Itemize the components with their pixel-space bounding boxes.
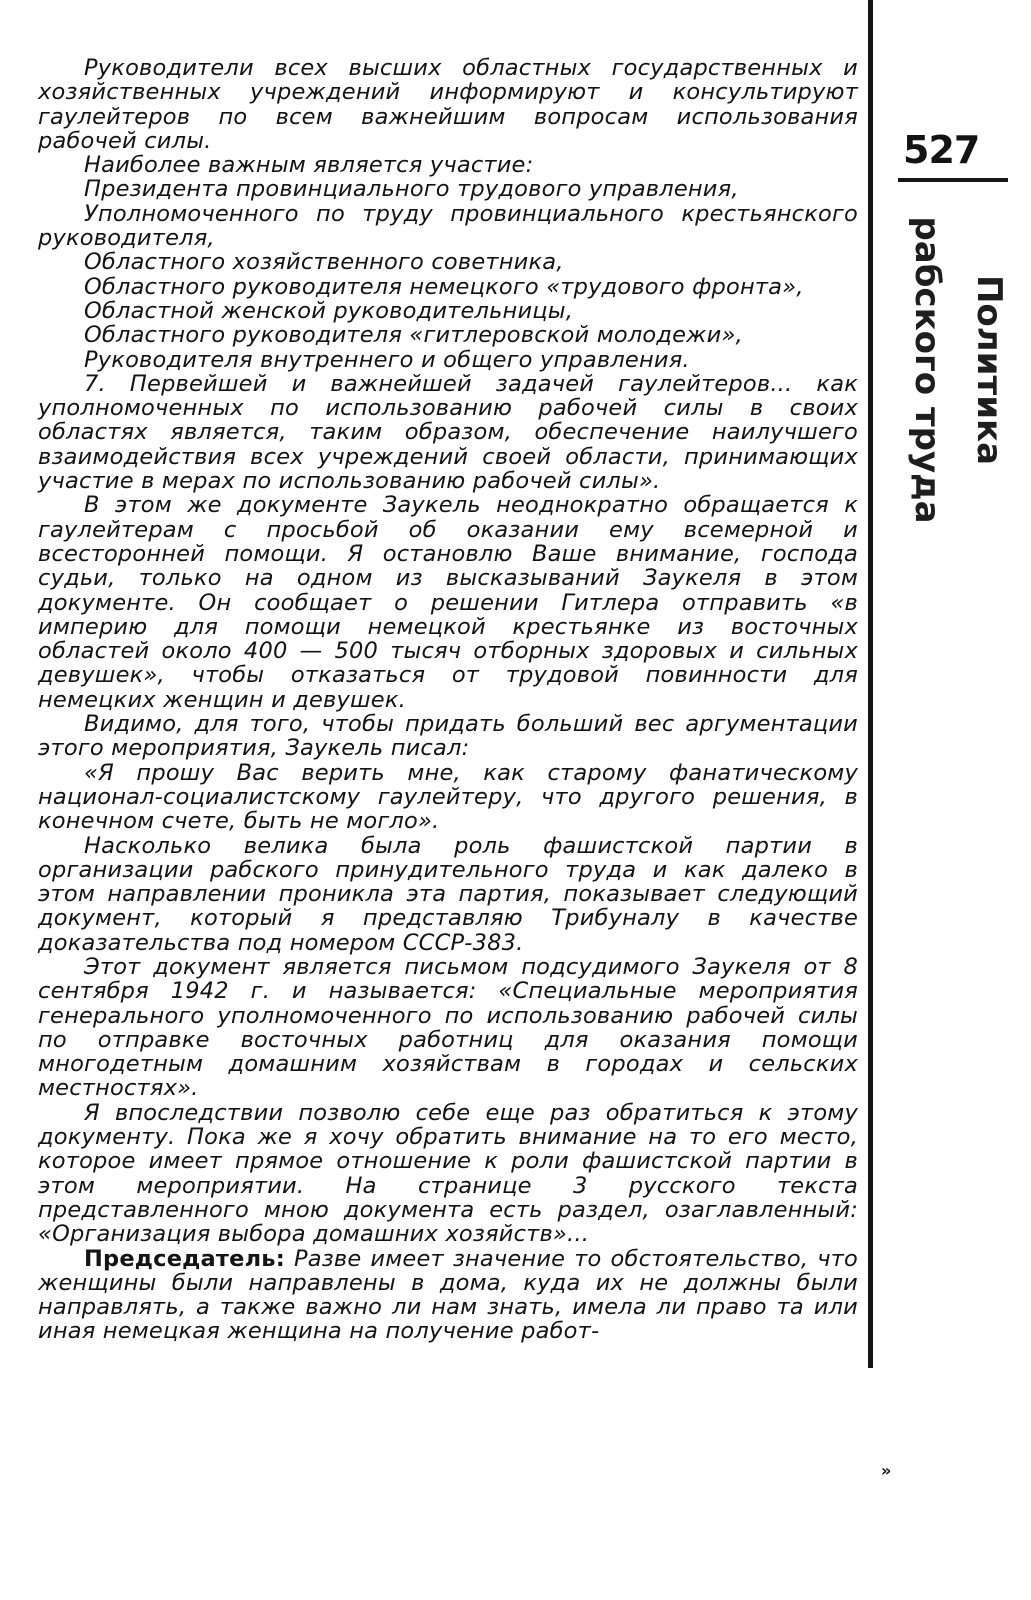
- chairman-text: Разве имеет значение то обстоятельство, что женщины были направлены в дома, куда их не должны были направлять, а также важно ли нам знать, имела ли право та или иная немецкая женщина на получение работ-: [38, 1245, 858, 1345]
- margin-rule: [868, 0, 873, 1368]
- paragraph: Наиболее важным является участие:: [84, 152, 534, 179]
- paragraph: Я впоследствии позволю себе еще раз обратиться к этому документу. Пока же я хочу обратить внимание на то его место, которое имеет прямое отношение к роли фашистской партии в этом мероприятии. На странице 3 русского текста представленного мною документа есть раздел, озаглавленный: «Организация выбора домашних хозяйств»...: [38, 1099, 858, 1248]
- page-number: 527: [903, 128, 980, 172]
- paragraph: Руководители всех высших областных государственных и хозяйственных учреждений информируют и консультируют гаулейтеров по всем важнейшим вопросам использования рабочей силы.: [38, 55, 858, 154]
- list-item: Уполномоченного по труду провинциального крестьянского руководителя,: [38, 200, 858, 252]
- list-item: Областного хозяйственного советника,: [84, 249, 564, 276]
- quotation: «Я прошу Вас верить мне, как старому фанатическому национал-социалистскому гаулейтеру, что другого решения, в конечном счете, быть не могло».: [38, 759, 858, 835]
- paragraph: Этот документ является письмом подсудимого Заукеля от 8 сентября 1942 г. и называется: «Специальные мероприятия генерального уполномоченного по использованию рабочей силы по отправке восточных работниц для оказания помощи многодетным домашним хозяйствам в городах и сельских местностях».: [38, 953, 858, 1102]
- list-item: Областного руководителя немецкого «трудового фронта»,: [84, 273, 804, 300]
- list-item: Президента провинциального трудового управления,: [84, 176, 739, 203]
- chairman-remark: [38, 1247, 858, 1344]
- list-item: Руководителя внутреннего и общего управления.: [84, 346, 690, 373]
- running-head-line-2: рабского труда: [907, 216, 947, 524]
- page-number-rule: [898, 178, 1008, 182]
- list-item: Областного руководителя «гитлеровской молодежи»,: [84, 322, 743, 349]
- paragraph: В этом же документе Заукель неоднократно обращается к гаулейтерам с просьбой об оказании ему всемерной и всесторонней помощи. Я остановлю Ваше внимание, господа судьи, только на одном из высказываний Заукеля в этом документе. Он сообщает о решении Гитлера отправить «в империю для помощи немецкой крестьянке из восточных областей около 400 — 500 тысяч отборных здоровых и сильных девушек», чтобы отказаться от трудовой повинности для немецких женщин и девушек.: [38, 492, 858, 713]
- paragraph: Насколько велика была роль фашистской партии в организации рабского принудительного труда и как далеко в этом направлении проникла эта партия, показывает следующий документ, который я представляю Трибуналу в качестве доказательства под номером СССР-383.: [38, 832, 858, 956]
- running-head: [890, 205, 1020, 535]
- body-text: [38, 56, 858, 1344]
- running-head-line-1: Политика: [969, 274, 1009, 466]
- paragraph: Видимо, для того, чтобы придать больший вес аргументации этого мероприятия, Заукель писал:: [38, 711, 858, 762]
- paragraph: 7. Первейшей и важнейшей задачей гаулейтеров... как уполномоченных по использованию рабочей силы в своих областях является, таким образом, обеспечение наилучшего взаимодействия всех учреждений своей области, принимающих участие в мерах по использованию рабочей силы».: [38, 370, 858, 495]
- speaker-label: Председатель:: [84, 1245, 285, 1272]
- list-item: Областной женской руководительницы,: [84, 297, 574, 324]
- continuation-mark: »: [881, 1461, 892, 1480]
